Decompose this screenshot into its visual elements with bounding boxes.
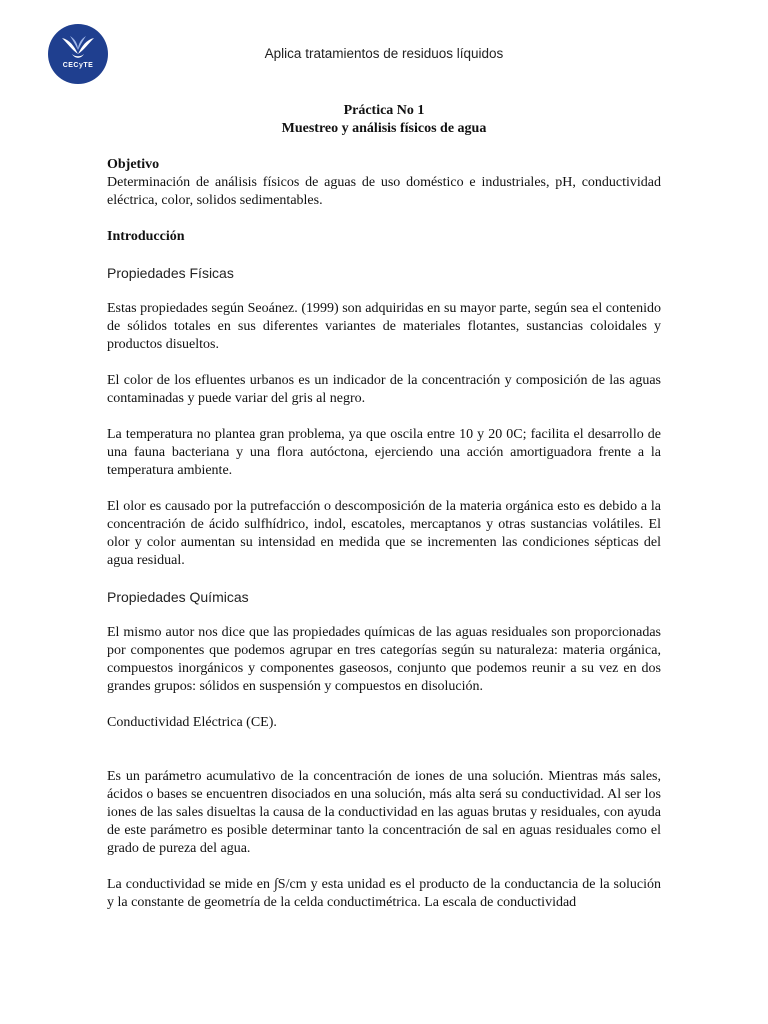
document-body (107, 102, 661, 912)
intro-heading: Introducción (107, 229, 185, 244)
chemical-heading: Propiedades Químicas (107, 589, 249, 605)
physical-paragraph: La temperatura no plantea gran problema, ya que oscila entre 10 y 20 0C; facilita el desarrollo de una fauna bacteriana y una flora autóctona, ejerciendo una acción amortiguadora frente a la temperatura ambiente. (107, 427, 661, 478)
physical-paragraph: El color de los efluentes urbanos es un indicador de la concentración y composición de las aguas contaminadas y puede variar del gris al negro. (107, 373, 661, 406)
chemical-paragraph: El mismo autor nos dice que las propiedades químicas de las aguas residuales son proporcionadas por componentes que podemos agrupar en tres categorías según su naturaleza: materia orgánica, compuestos inorgánicos y componentes gaseosos, conjunto que podemos reunir a su vez en dos grandes grupos: sólidos en suspensión y compuestos en disolución. (107, 625, 661, 694)
objective-heading: Objetivo (107, 157, 160, 172)
practice-title: Práctica No 1 (343, 103, 425, 118)
physical-heading: Propiedades Físicas (107, 265, 234, 281)
objective-text: Determinación de análisis físicos de aguas de uso doméstico e industriales, pH, conductividad eléctrica, color, solidos sedimentables. (107, 175, 661, 208)
conductivity-heading: Conductividad Eléctrica (CE). (107, 715, 277, 730)
physical-paragraph: Estas propiedades según Seoánez. (1999) son adquiridas en su mayor parte, según sea el contenido de sólidos totales en sus diferentes variantes de materiales flotantes, sustancias coloidales y productos disueltos. (107, 301, 661, 352)
logo-text: CECyTE (62, 62, 94, 69)
course-header: Aplica tratamientos de residuos líquidos (264, 46, 504, 61)
conductivity-paragraph: La conductividad se mide en ∫S/cm y esta unidad es el producto de la conductancia de la solución y la constante de geometría de la celda conductimétrica. La escala de conductividad (107, 877, 661, 910)
practice-subtitle: Muestreo y análisis físicos de agua (281, 121, 487, 136)
physical-paragraph: El olor es causado por la putrefacción o descomposición de la materia orgánica esto es debido a la concentración de ácido sulfhídrico, indol, escatoles, mercaptanos y otras sustancias volátiles. El olor y color aumentan su intensidad en medida que se incrementen las condiciones sépticas del agua residual. (107, 499, 661, 568)
conductivity-paragraph: Es un parámetro acumulativo de la concentración de iones de una solución. Mientras más sales, ácidos o bases se encuentren disociados en una solución, más alta será su conductividad. Al ser los iones de las sales disueltas la causa de la conductividad en las aguas brutas y residuales, con ayuda de este parámetro es posible determinar tanto la concentración de sal en aguas residuales como el grado de pureza del agua. (107, 769, 661, 856)
